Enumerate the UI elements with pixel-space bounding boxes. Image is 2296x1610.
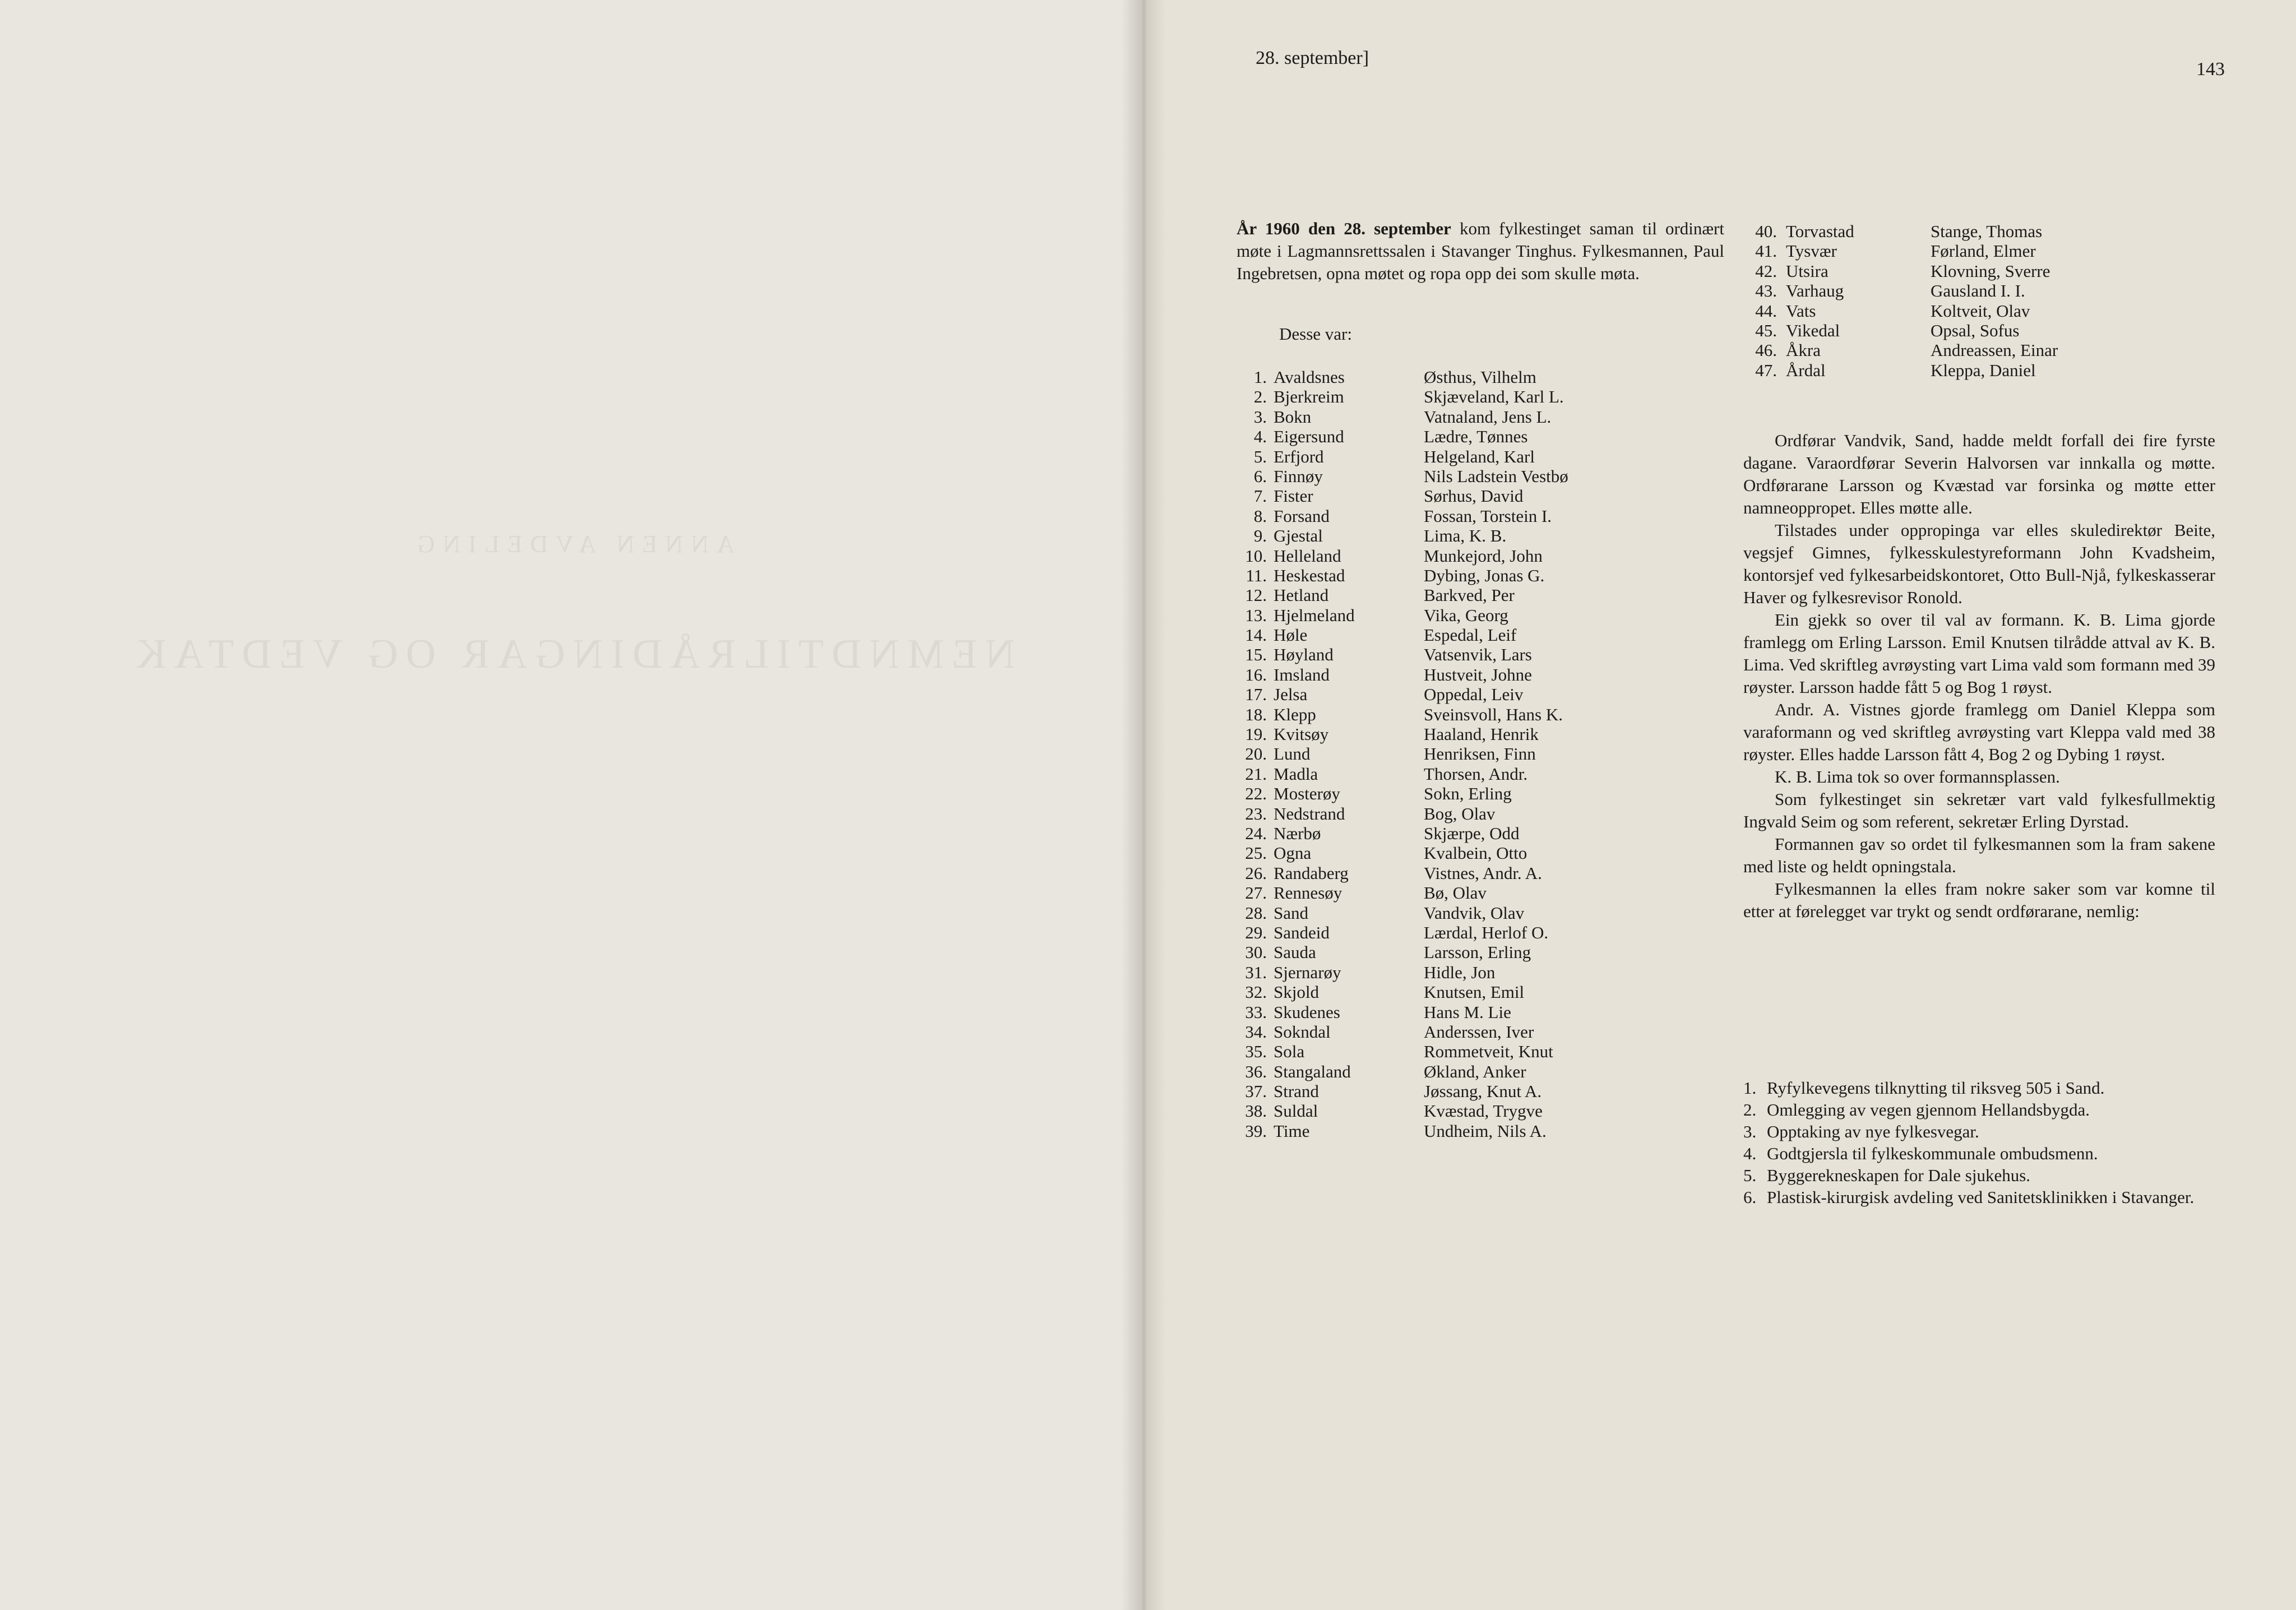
list-item-number: 5. — [1743, 1165, 1757, 1185]
roster-number: 15. — [1245, 645, 1267, 665]
list-item-text: Omlegging av vegen gjennom Hellandsbygda. — [1767, 1100, 2090, 1119]
roster-number: 8. — [1253, 506, 1267, 526]
municipality-name: Fister — [1274, 486, 1313, 506]
representative-name: Sveinsvoll, Hans K. — [1424, 704, 1563, 724]
representative-name: Stange, Thomas — [1931, 221, 2043, 241]
roster-number: 45. — [1755, 320, 1777, 340]
list-item-text: Ryfylkevegens tilknytting til riksveg 505 i Sand. — [1767, 1078, 2105, 1098]
roster-number: 1. — [1253, 367, 1267, 387]
municipality-name: Randaberg — [1274, 863, 1349, 883]
roster-number: 38. — [1245, 1101, 1267, 1121]
representative-name: Larsson, Erling — [1424, 942, 1531, 963]
roster-number: 43. — [1755, 281, 1777, 301]
municipality-name: Sandeid — [1274, 922, 1330, 942]
representative-name: Knutsen, Emil — [1424, 982, 1525, 1002]
representative-name: Skjærpe, Odd — [1424, 823, 1520, 843]
municipality-name: Vikedal — [1786, 320, 1840, 340]
minutes-paragraph: Som fylkestinget sin sekretær vart vald fylkesfullmektig Ingvald Seim og som referent, sekretær Erling Dyrstad. — [1743, 789, 2215, 831]
representative-name: Sokn, Erling — [1424, 784, 1512, 804]
roster-number: 27. — [1245, 883, 1267, 903]
representative-name: Vatsenvik, Lars — [1424, 645, 1532, 665]
minutes-paragraph: Formannen gav so ordet til fylkesmannen som la fram sakene med liste og heldt opningstala. — [1743, 834, 2215, 876]
representative-name: Helgeland, Karl — [1424, 446, 1535, 466]
representative-name: Anderssen, Iver — [1424, 1021, 1534, 1042]
roster-number: 44. — [1755, 300, 1777, 321]
representative-name: Gausland I. I. — [1931, 281, 2025, 301]
representative-name: Skjæveland, Karl L. — [1424, 387, 1564, 407]
municipality-name: Kvitsøy — [1274, 724, 1329, 744]
representative-name: Barkved, Per — [1424, 585, 1515, 605]
minutes-text — [1743, 429, 2215, 923]
municipality-name: Sola — [1274, 1042, 1305, 1062]
representative-name: Thorsen, Andr. — [1424, 764, 1528, 784]
representative-name: Lima, K. B. — [1424, 526, 1507, 546]
municipality-name: Ogna — [1274, 843, 1312, 863]
list-item-text: Byggerekneskapen for Dale sjukehus. — [1767, 1165, 2031, 1185]
minutes-paragraph: Fylkesmannen la elles fram nokre saker som var komne til etter at førelegget var trykt og sendt ordførarane, nemlig: — [1743, 879, 2215, 921]
intro-lead: År 1960 den 28. september — [1237, 219, 1451, 238]
list-item — [1743, 1121, 2220, 1142]
municipality-name: Suldal — [1274, 1101, 1318, 1121]
list-item — [1743, 1099, 2220, 1121]
minutes-paragraph: Andr. A. Vistnes gjorde framlegg om Daniel Kleppa som varaformann og ved skriftleg avrøysting vart Kleppa vald med 38 røyster. Elles hadde Larsson fått 4, Bog 2 og Dybing 1 røyst. — [1743, 700, 2215, 764]
roster-number: 11. — [1246, 565, 1267, 585]
municipality-name: Lund — [1274, 744, 1311, 764]
municipality-name: Nedstrand — [1274, 803, 1345, 823]
municipality-name: Imsland — [1274, 664, 1330, 684]
roster-number: 36. — [1245, 1061, 1267, 1081]
list-item-number: 3. — [1743, 1122, 1757, 1141]
roster-number: 37. — [1245, 1081, 1267, 1102]
roster-number: 46. — [1755, 340, 1777, 360]
roster-number: 13. — [1245, 605, 1267, 625]
list-item — [1743, 1186, 2220, 1208]
municipality-name: Utsira — [1786, 261, 1829, 281]
municipality-name: Finnøy — [1274, 466, 1323, 486]
municipality-name: Nærbø — [1274, 823, 1321, 843]
municipality-name: Strand — [1274, 1081, 1319, 1102]
municipality-name: Helleland — [1274, 545, 1341, 566]
municipality-name: Rennesøy — [1274, 883, 1343, 903]
representative-name: Økland, Anker — [1424, 1061, 1526, 1081]
running-head: 28. september] — [1256, 48, 1369, 68]
representative-name: Bog, Olav — [1424, 803, 1496, 823]
roster-number: 39. — [1245, 1121, 1267, 1141]
municipality-name: Varhaug — [1786, 281, 1844, 301]
municipality-name: Bjerkreim — [1274, 387, 1344, 407]
representative-name: Fossan, Torstein I. — [1424, 506, 1552, 526]
roster-number: 12. — [1245, 585, 1267, 605]
roster-heading: Desse var: — [1279, 324, 1352, 344]
roster-number: 25. — [1245, 843, 1267, 863]
representative-name: Hidle, Jon — [1424, 962, 1496, 982]
representative-name: Kleppa, Daniel — [1931, 360, 2036, 380]
roster-number: 24. — [1245, 823, 1267, 843]
roster-number: 16. — [1245, 664, 1267, 684]
representative-name: Lærdal, Herlof O. — [1424, 922, 1549, 942]
roster-number: 5. — [1253, 446, 1267, 466]
roster-number: 21. — [1245, 764, 1267, 784]
municipality-name: Avaldsnes — [1274, 367, 1345, 387]
representative-name: Vika, Georg — [1424, 605, 1508, 625]
roster-number: 42. — [1755, 261, 1777, 281]
roster-number: 19. — [1245, 724, 1267, 744]
page-number: 143 — [2196, 59, 2225, 80]
roster-number: 32. — [1245, 982, 1267, 1002]
representative-name: Undheim, Nils A. — [1424, 1121, 1547, 1141]
minutes-paragraph: Ordførar Vandvik, Sand, hadde meldt forfall dei fire fyrste dagane. Varaordførar Severin Halvorsen var innkalla og møtte. Ordførarane Larsson og Kvæstad var forsinka og møtte etter namneoppropet. Elles møtte alle. — [1743, 431, 2215, 517]
representative-name: Førland, Elmer — [1931, 241, 2036, 261]
roster-number: 17. — [1245, 684, 1267, 705]
roster-number: 29. — [1245, 922, 1267, 942]
representative-name: Hustveit, Johne — [1424, 664, 1532, 684]
roster-number: 9. — [1253, 526, 1267, 546]
list-item-text: Plastisk-kirurgisk avdeling ved Sanitetsklinikken i Stavanger. — [1767, 1187, 2195, 1207]
municipality-name: Heskestad — [1274, 565, 1345, 585]
list-item-text: Opptaking av nye fylkesvegar. — [1767, 1122, 1979, 1141]
municipality-name: Sand — [1274, 903, 1308, 923]
municipality-name: Sokndal — [1274, 1021, 1331, 1042]
list-item-number: 6. — [1743, 1187, 1757, 1207]
representative-name: Koltveit, Olav — [1931, 300, 2030, 321]
additional-items-list — [1743, 1077, 2220, 1208]
municipality-name: Time — [1274, 1121, 1310, 1141]
representative-name: Klovning, Sverre — [1931, 261, 2050, 281]
roster-number: 33. — [1245, 1002, 1267, 1022]
municipality-name: Forsand — [1274, 506, 1330, 526]
minutes-paragraph: Ein gjekk so over til val av formann. K. B. Lima gjorde framlegg om Erling Larsson. Emil Knutsen tilrådde attval av K. B. Lima. Ved skriftleg avrøysting vart Lima vald som formann med 39 røyster. Larsson hadde fått 5 og Bog 1 røyst. — [1743, 610, 2215, 697]
municipality-name: Torvastad — [1786, 221, 1854, 241]
left-page — [0, 0, 1144, 1610]
municipality-name: Jelsa — [1274, 684, 1308, 705]
municipality-name: Bokn — [1274, 406, 1312, 427]
municipality-name: Skjold — [1274, 982, 1319, 1002]
list-item-text: Godtgjersla til fylkeskommunale ombudsmenn. — [1767, 1144, 2098, 1163]
roster-number: 28. — [1245, 903, 1267, 923]
roster-number: 18. — [1245, 704, 1267, 724]
intro-paragraph — [1237, 218, 1724, 285]
municipality-name: Skudenes — [1274, 1002, 1340, 1022]
representative-name: Dybing, Jonas G. — [1424, 565, 1545, 585]
representative-name: Østhus, Vilhelm — [1424, 367, 1536, 387]
roster-number: 47. — [1755, 360, 1777, 380]
municipality-name: Mosterøy — [1274, 784, 1340, 804]
list-item-number: 1. — [1743, 1078, 1757, 1098]
roster-number: 7. — [1253, 486, 1267, 506]
representative-name: Vatnaland, Jens L. — [1424, 406, 1552, 427]
book-spine-shadow — [1121, 0, 1166, 1610]
list-item-number: 2. — [1743, 1100, 1757, 1119]
representative-name: Andreassen, Einar — [1931, 340, 2058, 360]
list-item — [1743, 1142, 2220, 1164]
representative-name: Espedal, Leif — [1424, 625, 1517, 645]
municipality-name: Erfjord — [1274, 446, 1324, 466]
minutes-paragraph: Tilstades under oppropinga var elles skuledirektør Beite, vegsjef Gimnes, fylkesskulestyreformann John Kvadsheim, kontorsjef ved fylkesarbeidskontoret, Otto Bull-Njå, fylkeskasserar Haver og fylkesrevisor Ronold. — [1743, 520, 2215, 607]
representative-name: Vandvik, Olav — [1424, 903, 1525, 923]
municipality-name: Hjelmeland — [1274, 605, 1355, 625]
municipality-name: Madla — [1274, 764, 1318, 784]
municipality-name: Eigersund — [1274, 427, 1344, 447]
roster-number: 4. — [1253, 427, 1267, 447]
municipality-name: Åkra — [1786, 340, 1821, 360]
minutes-paragraph: K. B. Lima tok so over formannsplassen. — [1775, 767, 2060, 787]
municipality-name: Årdal — [1786, 360, 1826, 380]
roster-number: 41. — [1755, 241, 1777, 261]
roster-number: 35. — [1245, 1042, 1267, 1062]
representative-name: Kvalbein, Otto — [1424, 843, 1527, 863]
representative-name: Lædre, Tønnes — [1424, 427, 1528, 447]
municipality-name: Vats — [1786, 300, 1816, 321]
show-through-title: NEMNDTILRÅDINGAR OG VEDTAK — [128, 631, 1015, 677]
representative-name: Opsal, Sofus — [1931, 320, 2020, 340]
list-item — [1743, 1077, 2220, 1099]
representative-name: Kvæstad, Trygve — [1424, 1101, 1543, 1121]
municipality-name: Gjestal — [1274, 526, 1323, 546]
roster-number: 23. — [1245, 803, 1267, 823]
municipality-name: Sauda — [1274, 942, 1316, 963]
list-item — [1743, 1164, 2220, 1186]
roster-number: 26. — [1245, 863, 1267, 883]
roster-number: 34. — [1245, 1021, 1267, 1042]
municipality-name: Høyland — [1274, 645, 1334, 665]
roster-number: 40. — [1755, 221, 1777, 241]
representative-name: Rommetveit, Knut — [1424, 1042, 1553, 1062]
municipality-name: Høle — [1274, 625, 1308, 645]
roster-number: 3. — [1253, 406, 1267, 427]
representative-name: Haaland, Henrik — [1424, 724, 1539, 744]
representative-name: Bø, Olav — [1424, 883, 1487, 903]
show-through-heading: ANNEN AVDELING — [409, 530, 735, 558]
roster-number: 31. — [1245, 962, 1267, 982]
representative-name: Oppedal, Leiv — [1424, 684, 1524, 705]
representative-name: Jøssang, Knut A. — [1424, 1081, 1542, 1102]
roster-number: 22. — [1245, 784, 1267, 804]
representative-name: Nils Ladstein Vestbø — [1424, 466, 1568, 486]
intro-text: kom fylkestinget saman til ordinært møte i Lagmannsrettssalen i Stavanger Tinghus. Fylkesmannen, Paul Ingebretsen, opna møtet og ropa opp dei som skulle møta. — [1237, 219, 1724, 283]
roster-number: 10. — [1245, 545, 1267, 566]
roster-number: 6. — [1253, 466, 1267, 486]
list-item-number: 4. — [1743, 1144, 1757, 1163]
municipality-name: Sjernarøy — [1274, 962, 1341, 982]
municipality-name: Tysvær — [1786, 241, 1837, 261]
roster-number: 14. — [1245, 625, 1267, 645]
representative-name: Vistnes, Andr. A. — [1424, 863, 1542, 883]
representative-name: Hans M. Lie — [1424, 1002, 1511, 1022]
representative-name: Sørhus, David — [1424, 486, 1524, 506]
municipality-name: Klepp — [1274, 704, 1316, 724]
representative-name: Munkejord, John — [1424, 545, 1543, 566]
roster-number: 2. — [1253, 387, 1267, 407]
roster-number: 30. — [1245, 942, 1267, 963]
municipality-name: Hetland — [1274, 585, 1329, 605]
roster-number: 20. — [1245, 744, 1267, 764]
municipality-name: Stangaland — [1274, 1061, 1351, 1081]
representative-name: Henriksen, Finn — [1424, 744, 1536, 764]
